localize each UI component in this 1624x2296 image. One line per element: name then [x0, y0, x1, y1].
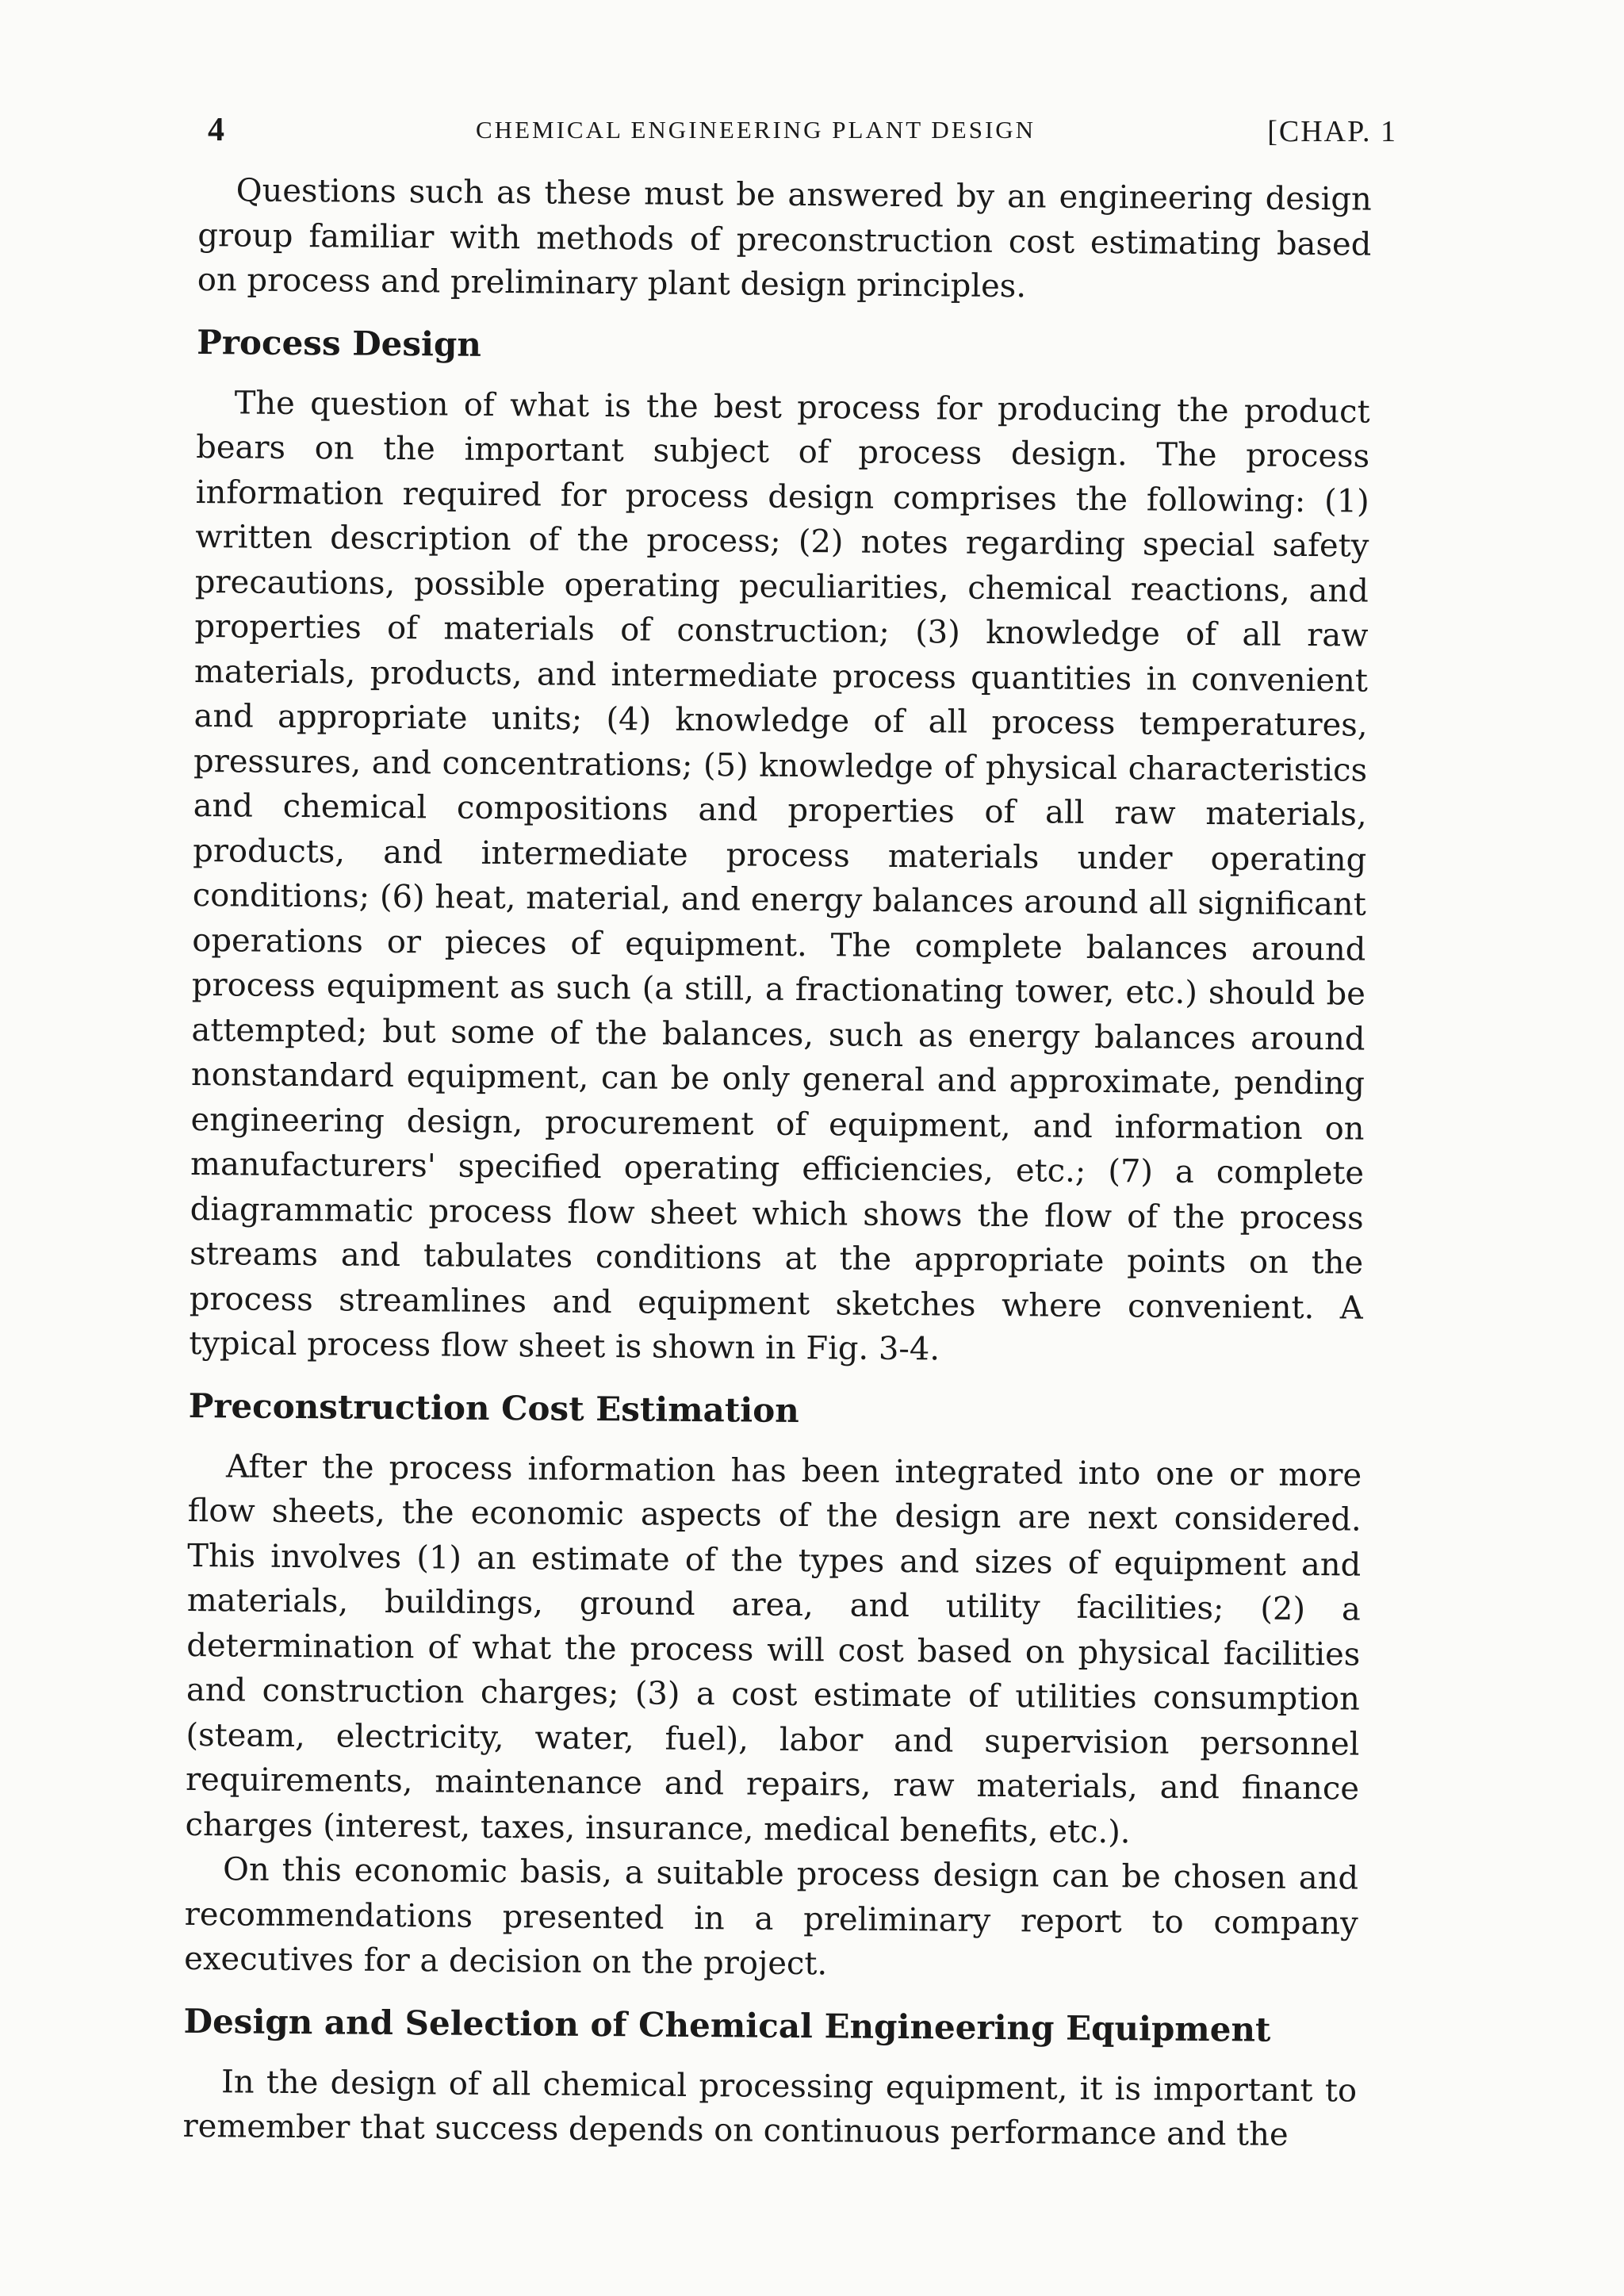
running-header	[208, 111, 1397, 159]
section-heading-equipment-design: Design and Selection of Chemical Engineering Equipment	[183, 2001, 1271, 2049]
chapter-reference: [CHAP. 1	[1267, 115, 1397, 148]
running-title: CHEMICAL ENGINEERING PLANT DESIGN	[476, 116, 1036, 144]
section-heading-process-design: Process Design	[197, 322, 482, 364]
intro-paragraph: Questions such as these must be answered by an engineering design group familiar with methods of preconstruction cost estimating based on process and preliminary plant design principles.	[197, 172, 1372, 305]
cost-estimation-paragraph-2: On this economic basis, a suitable process design can be chosen and recommendations presented in a preliminary report to company executives for a decision on the project.	[184, 1851, 1359, 1983]
equipment-design-paragraph: In the design of all chemical processing equipment, it is important to remember that success depends on continuous performance and the	[182, 2063, 1358, 2153]
section-heading-cost-estimation: Preconstruction Cost Estimation	[188, 1386, 799, 1430]
page-number: 4	[208, 112, 224, 148]
cost-estimation-paragraph-1: After the process information has been integrated into one or more flow sheets, the economic aspects of the design are next considered. This involves (1) an estimate of the types and sizes of equipment and materials, buildings, ground area, and utility facilities; (2) a determination of what the process will cost based on physical facilities and construction charges; (3) a cost estimate of utilities consumption (steam, electricity, water, fuel), labor and supervision personnel requirements, maintenance and repairs, raw materials, and finance charges (interest, taxes, insurance, medical benefits, etc.).	[185, 1447, 1362, 1850]
page-body	[182, 168, 1372, 2158]
process-design-paragraph: The question of what is the best process for producing the product bears on the important subject of process design. The process information required for process design comprises the following: (1) written description of the process; (2) notes regarding special safety precautions, possible operating peculiarities, chemical reactions, and properties of materials of construction; (3) knowledge of all raw materials, products, and intermediate process quantities in convenient and appropriate units; (4) knowledge of all process temperatures, pressures, and concentrations; (5) knowledge of physical characteristics and chemical compositions and properties of all raw materials, products, and intermediate process materials under operating conditions; (6) heat, material, and energy balances around all significant operations or pieces of equipment. The complete balances around process equipment as such (a still, a fractionating tower, etc.) should be attempted; but some of the balances, such as energy balances around nonstandard equipment, can be only general and approximate, pending engineering design, procurement of equipment, and information on manufacturers' specified operating efficiencies, etc.; (7) a complete diagrammatic process flow sheet which shows the flow of the process streams and tabulates conditions at the appropriate points on the process streamlines and equipment sketches where convenient. A typical process flow sheet is shown in Fig. 3-4.	[189, 384, 1370, 1368]
